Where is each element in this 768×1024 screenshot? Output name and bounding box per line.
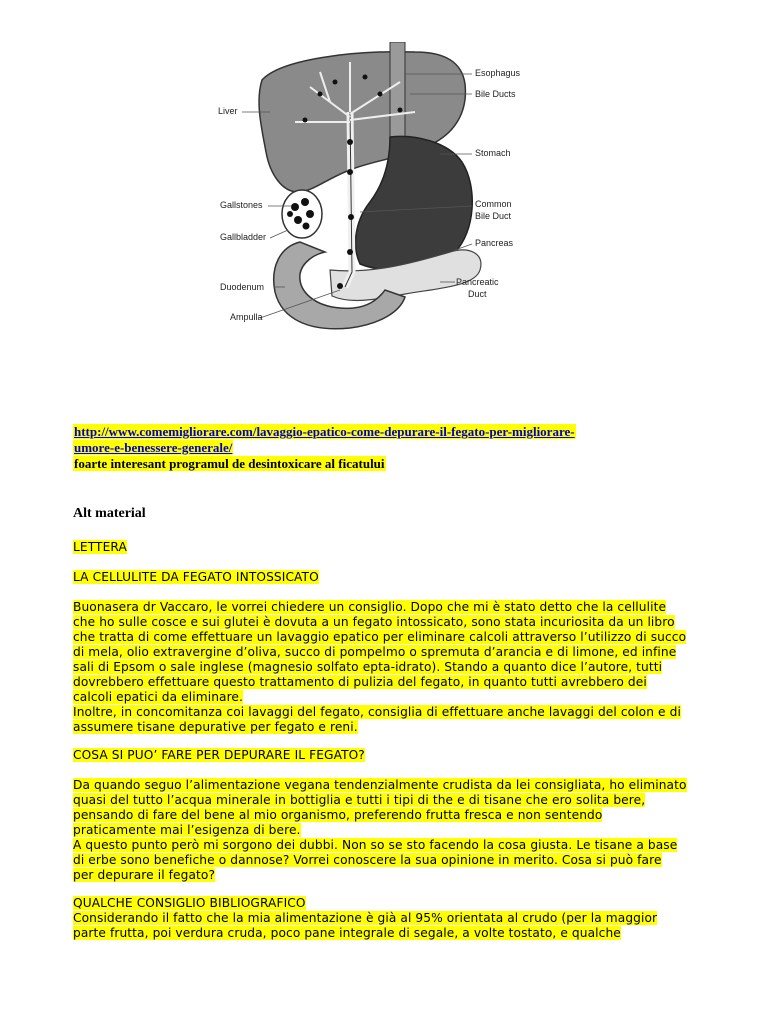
paragraph-1-line: assumere tisane depurative per fegato e reni. <box>73 720 358 734</box>
paragraph-1-line: che ho sulle cosce e sui glutei è dovuta a un fegato intossicato, sono stata incuriosita da un libro <box>73 615 675 629</box>
paragraph-3-line: Considerando il fatto che la mia alimentazione è già al 95% orientata al crudo (per la maggior <box>73 911 658 925</box>
paragraph-1-line: sali di Epsom o sale inglese (magnesio solfato epta-idrato). Stando a quanto dice l’autore, tutti <box>73 660 663 674</box>
paragraph-3-line: parte frutta, poi verdura cruda, poco pane integrale di segale, a volte tostato, e qualche <box>73 926 621 940</box>
cellulite-heading: LA CELLULITE DA FEGATO INTOSSICATO <box>73 570 319 584</box>
paragraph-1-line: dovrebbero effettuare questo trattamento di pulizia del fegato, in quanto tutti avrebbero dei <box>73 675 647 689</box>
paragraph-2-line: Da quando seguo l’alimentazione vegana tendenzialmente crudista da lei consigliata, ho eliminato <box>73 778 687 792</box>
label-pancreatic-duct-2: Duct <box>468 289 487 299</box>
cosa-heading: COSA SI PUO’ FARE PER DEPURARE IL FEGATO? <box>73 748 365 762</box>
paragraph-2-line: di erbe sono benefiche o dannose? Vorrei conoscere la sua opinione in merito. Cosa si può fare <box>73 853 662 867</box>
source-link-block <box>73 424 713 472</box>
liver-anatomy-svg <box>200 42 540 342</box>
paragraph-1-line: calcoli epatici da eliminare. <box>73 690 244 704</box>
label-bile-ducts: Bile Ducts <box>475 89 516 99</box>
label-liver: Liver <box>218 106 238 116</box>
label-gallstones: Gallstones <box>220 200 263 210</box>
liver-anatomy-figure <box>200 42 540 342</box>
paragraph-1-line: di mela, olio extravergine d’oliva, succo di pompelmo o spremuta d’arancia e di limone, ed infine <box>73 645 677 659</box>
paragraph-2-line: A questo punto però mi sorgono dei dubbi. Non so se sto facendo la cosa giusta. Le tisane a base <box>73 838 678 852</box>
paragraph-1-line: Buonasera dr Vaccaro, le vorrei chiedere un consiglio. Dopo che mi è stato detto che la cellulite <box>73 600 667 614</box>
source-link-line-1[interactable]: http://www.comemigliorare.com/lavaggio-epatico-come-depurare-il-fegato-per-migliorare- <box>74 424 575 439</box>
paragraph-2-line: praticamente mai l’esigenza di bere. <box>73 823 301 837</box>
label-pancreas: Pancreas <box>475 238 514 248</box>
label-duodenum: Duodenum <box>220 282 265 292</box>
source-note: foarte interesant programul de desintoxicare al ficatului <box>74 456 385 471</box>
label-gallbladder: Gallbladder <box>220 232 267 242</box>
source-link-line-2[interactable]: umore-e-benessere-generale/ <box>74 440 233 455</box>
paragraph-1 <box>73 600 713 735</box>
esophagus-shape <box>390 42 405 137</box>
paragraph-2-line: quasi del tutto l’acqua minerale in bottiglia e tutti i tipi di the e di tisane che ero solita bere, <box>73 793 646 807</box>
label-common-bile-duct-1: Common <box>475 199 512 209</box>
alt-material-heading: Alt material <box>73 506 146 521</box>
label-esophagus: Esophagus <box>475 68 521 78</box>
label-common-bile-duct-2: Bile Duct <box>475 211 512 221</box>
label-stomach: Stomach <box>475 148 511 158</box>
paragraph-3 <box>73 896 713 941</box>
paragraph-1-line: che tratta di come effettuare un lavaggio epatico per eliminare calcoli attraverso l’utilizzo di succo <box>73 630 687 644</box>
paragraph-2 <box>73 778 713 883</box>
paragraph-1-line: Inoltre, in concomitanza coi lavaggi del fegato, consiglia di effettuare anche lavaggi del colon e di <box>73 705 681 719</box>
paragraph-2-line: pensando di fare del bene al mio organismo, preferendo frutta fresca e non sentendo <box>73 808 603 822</box>
paragraph-2-line: per depurare il fegato? <box>73 868 216 882</box>
qualche-heading: QUALCHE CONSIGLIO BIBLIOGRAFICO <box>73 896 306 910</box>
label-ampulla: Ampulla <box>230 312 263 322</box>
lettera-heading: LETTERA <box>73 540 127 554</box>
label-pancreatic-duct-1: Pancreatic <box>456 277 499 287</box>
